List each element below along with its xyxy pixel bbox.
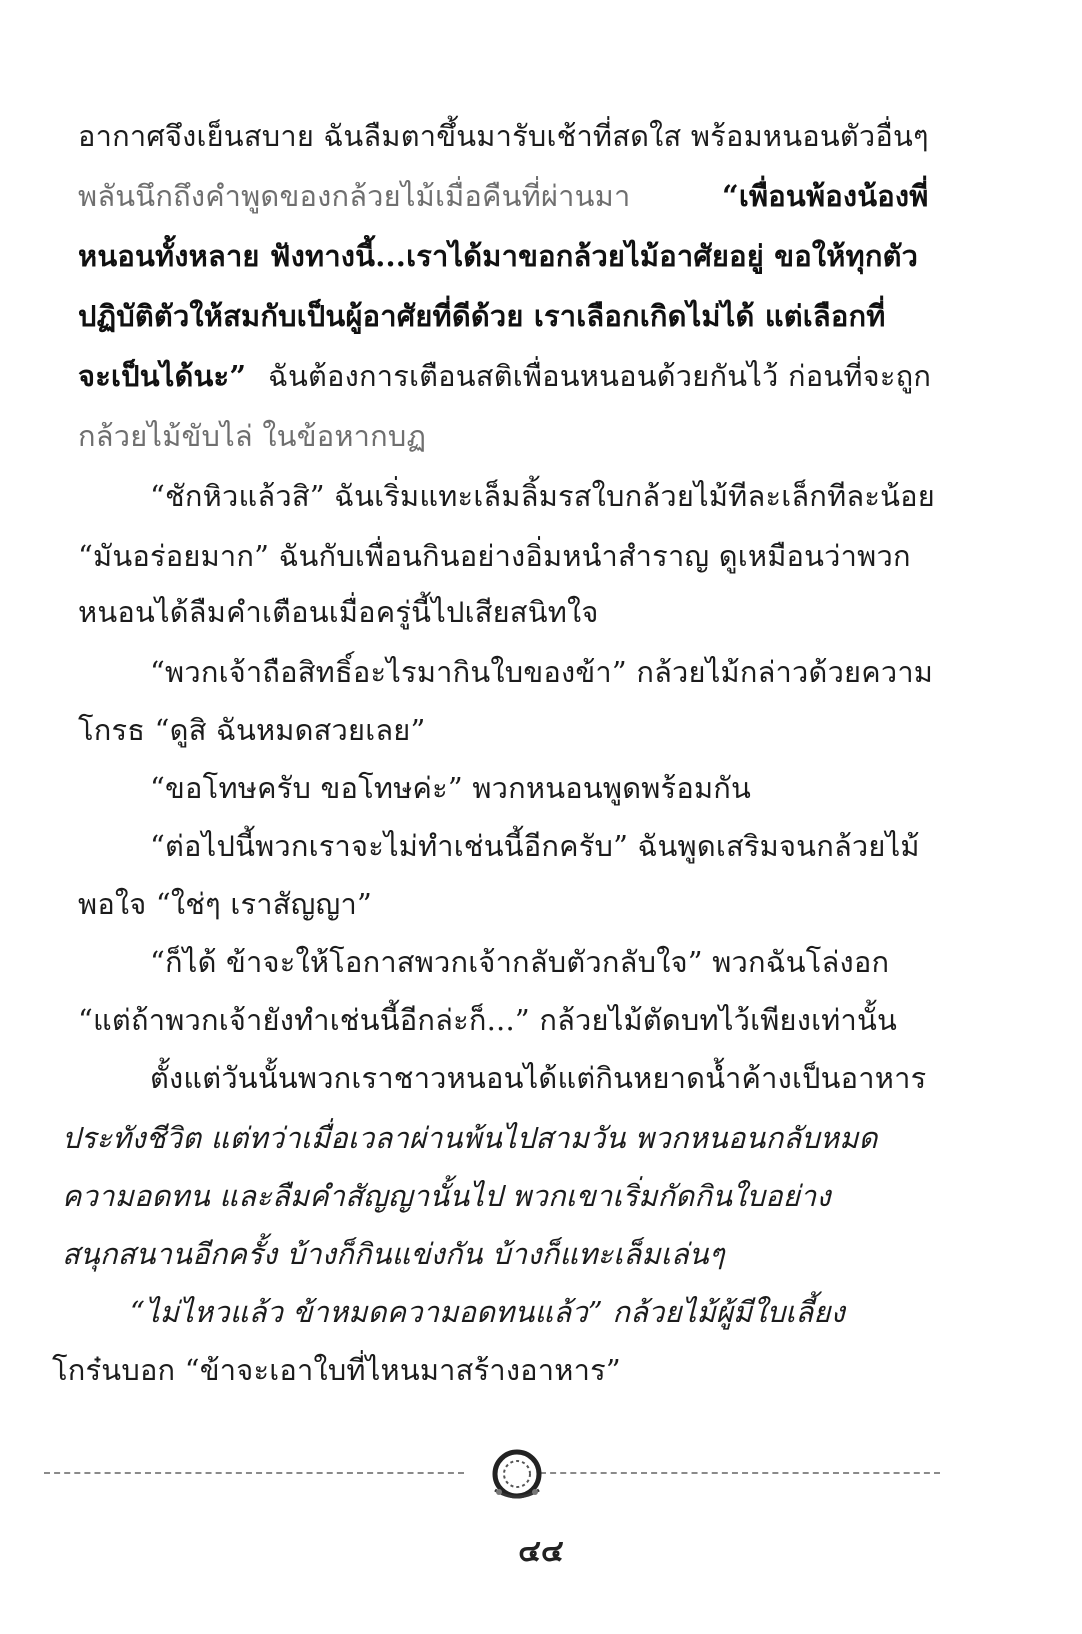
text-line: ตั้งแต่วันนั้นพวกเราชาวหนอนได้แต่กินหยาดน้ำค้างเป็นอาหาร: [150, 1061, 927, 1095]
text-line: “ชักหิวแล้วสิ” ฉันเริ่มแทะเล็มลิ้มรสใบกล้วยไม้ทีละเล็กทีละน้อย: [150, 479, 935, 513]
text-line: พลันนึกถึงคำพูดของกล้วยไม้เมื่อคืนที่ผ่านมา: [78, 179, 631, 213]
text-line: โกรธ “ดูสิ ฉันหมดสวยเลย”: [78, 713, 426, 747]
text-line: “แต่ถ้าพวกเจ้ายังทำเช่นนี้อีกล่ะก็...” กล้วยไม้ตัดบทไว้เพียงเท่านั้น: [78, 1003, 898, 1037]
text-line: หนอนได้ลืมคำเตือนเมื่อครู่นี้ไปเสียสนิทใจ: [78, 595, 599, 629]
text-line-bold: หนอนทั้งหลาย ฟังทางนี้...เราได้มาขอกล้วยไม้อาศัยอยู่ ขอให้ทุกตัว: [78, 239, 919, 273]
text-line-italic: สนุกสนานอีกครั้ง บ้างก็กินแข่งกัน บ้างก็แทะเล็มเล่นๆ: [62, 1237, 725, 1271]
text-line-italic: “ไม่ไหวแล้ว ข้าหมดความอดทนแล้ว” กล้วยไม้ผู้มีใบเลี้ยง: [130, 1295, 845, 1329]
text-line-italic: ประทังชีวิต แต่ทว่าเมื่อเวลาผ่านพ้นไปสามวัน พวกหนอนกลับหมด: [62, 1121, 878, 1155]
text-line: ฉันต้องการเตือนสติเพื่อนหนอนด้วยกันไว้ ก่อนที่จะถูก: [268, 359, 932, 393]
text-line: “ก็ได้ ข้าจะให้โอกาสพวกเจ้ากลับตัวกลับใจ” พวกฉันโล่งอก: [150, 945, 890, 979]
text-line: “มันอร่อยมาก” ฉันกับเพื่อนกินอย่างอิ่มหนำสำราญ ดูเหมือนว่าพวก: [78, 539, 911, 573]
text-line-bold: ปฏิบัติตัวให้สมกับเป็นผู้อาศัยที่ดีด้วย เราเลือกเกิดไม่ได้ แต่เลือกที่: [78, 299, 886, 333]
text-line: พอใจ “ใช่ๆ เราสัญญา”: [78, 887, 372, 921]
text-line: อากาศจึงเย็นสบาย ฉันลืมตาขึ้นมารับเช้าที่สดใส พร้อมหนอนตัวอื่นๆ: [78, 119, 929, 153]
text-line: โกร๋นบอก “ข้าจะเอาใบที่ไหนมาสร้างอาหาร”: [52, 1353, 621, 1387]
text-line-italic: ความอดทน และลืมคำสัญญานั้นไป พวกเขาเริ่มกัดกินใบอย่าง: [62, 1179, 831, 1213]
text-line-bold: “เพื่อนพ้องน้องพี่: [722, 179, 929, 213]
text-line: “ต่อไปนี้พวกเราจะไม่ทำเช่นนี้อีกครับ” ฉันพูดเสริมจนกล้วยไม้: [150, 829, 920, 863]
text-line-bold: จะเป็นได้นะ”: [78, 359, 247, 393]
footer-rule-right: [540, 1472, 940, 1474]
ring-ornament-icon: [485, 1444, 549, 1506]
footer-rule-left: [44, 1472, 464, 1474]
text-line: “พวกเจ้าถือสิทธิ์อะไรมากินใบของข้า” กล้วยไม้กล่าวด้วยความ: [150, 655, 934, 689]
text-line: กล้วยไม้ขับไล่ ในข้อหากบฏ: [78, 419, 427, 453]
text-line: “ขอโทษครับ ขอโทษค่ะ” พวกหนอนพูดพร้อมกัน: [150, 771, 752, 805]
page-number: ๔๔: [518, 1534, 564, 1569]
